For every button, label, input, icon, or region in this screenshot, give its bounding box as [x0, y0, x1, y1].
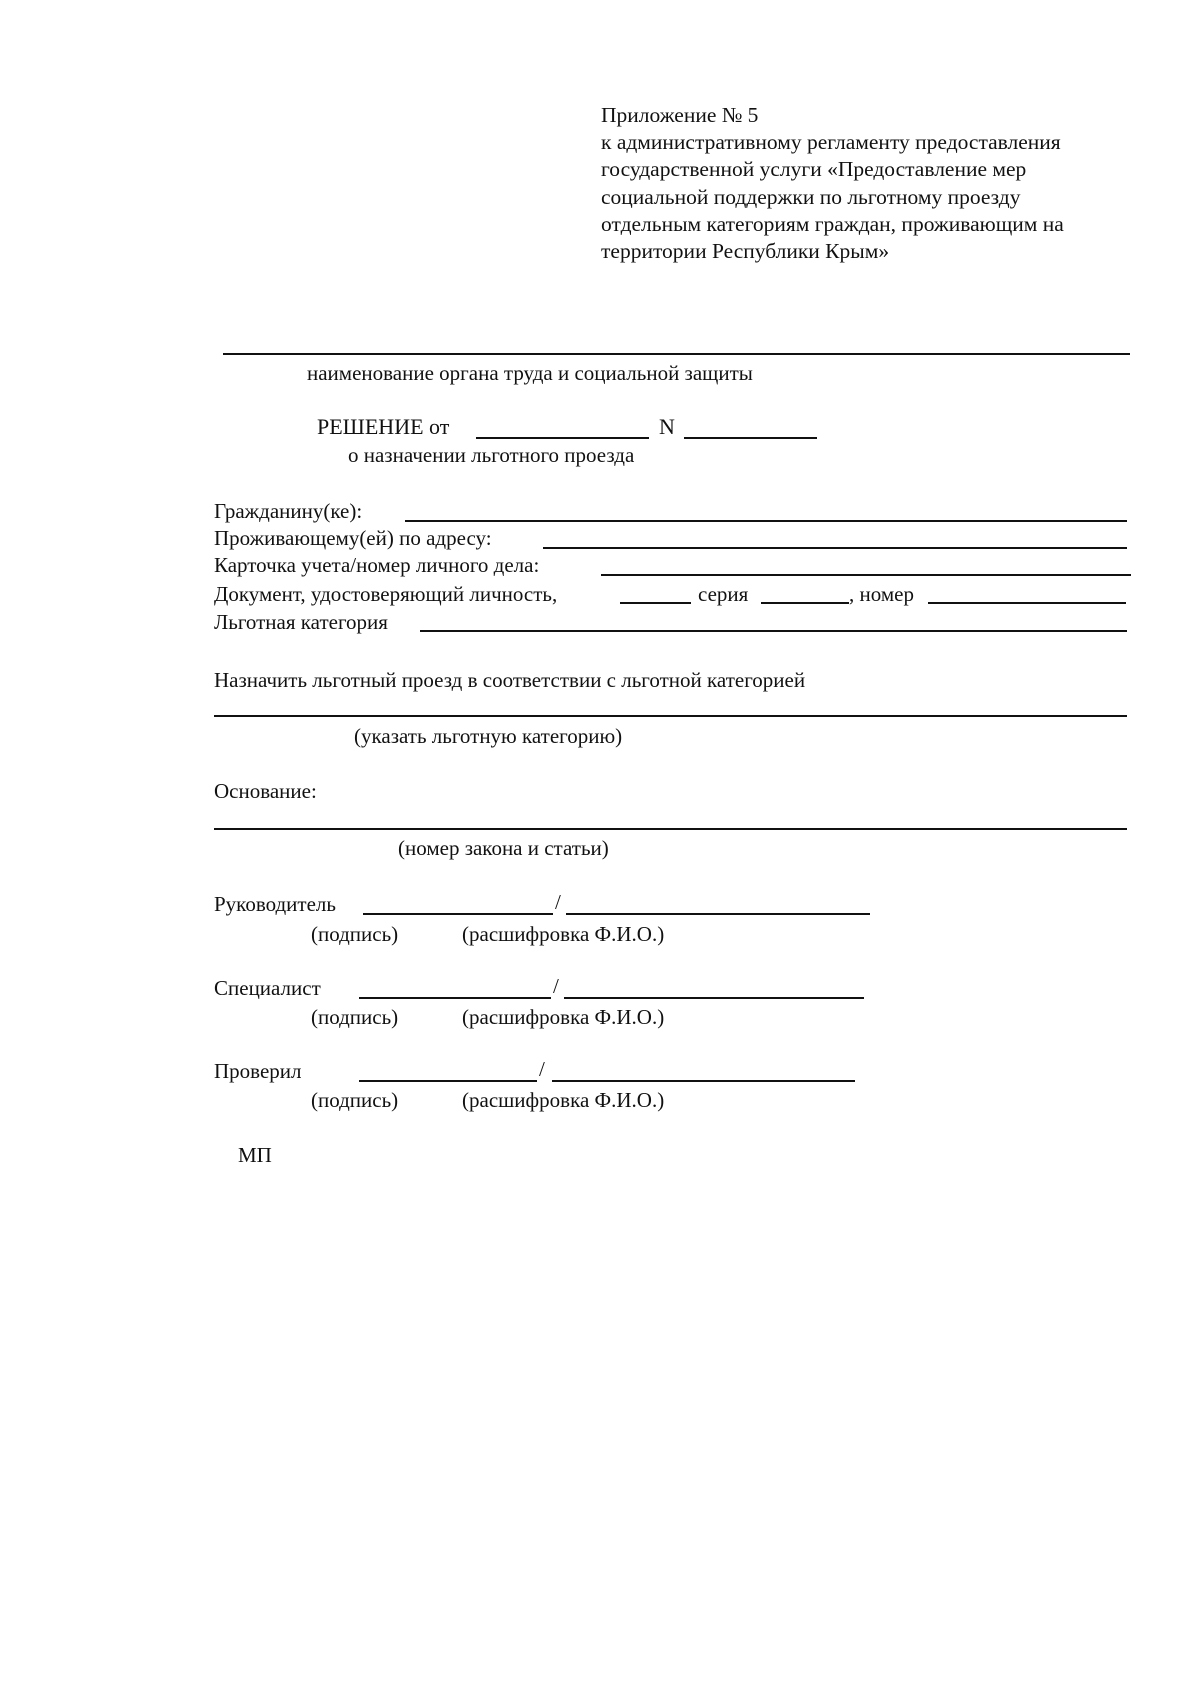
name-caption: (расшифровка Ф.И.О.) [462, 1088, 665, 1112]
series-field[interactable] [761, 602, 849, 604]
card-label: Карточка учета/номер личного дела: [214, 553, 540, 577]
signature-field[interactable] [363, 913, 553, 915]
assign-text: Назначить льготный проезд в соответствии с льготной категорией [214, 668, 806, 692]
appendix-line: отдельным категориям граждан, проживающим на [601, 211, 1064, 236]
card-field[interactable] [601, 574, 1131, 576]
appendix-title: Приложение № 5 [601, 103, 759, 127]
category-caption: (указать льготную категорию) [354, 724, 623, 748]
name-field[interactable] [566, 913, 870, 915]
signature-role: Руководитель [214, 892, 336, 916]
signature-caption: (подпись) [311, 922, 399, 946]
signature-slash: / [539, 1057, 545, 1081]
signature-field[interactable] [359, 997, 551, 999]
signature-caption: (подпись) [311, 1088, 399, 1112]
name-field[interactable] [564, 997, 864, 999]
number-field[interactable] [928, 602, 1126, 604]
signature-caption: (подпись) [311, 1005, 399, 1029]
appendix-line: к административному регламенту предоставления [601, 130, 1061, 155]
signature-field[interactable] [359, 1080, 537, 1082]
citizen-label: Гражданину(ке): [214, 499, 363, 523]
decision-date-field[interactable] [476, 437, 649, 439]
series-label: серия [698, 582, 749, 606]
category-label: Льготная категория [214, 610, 388, 634]
decision-number-label: N [659, 414, 675, 439]
signature-slash: / [555, 890, 561, 914]
decision-title: РЕШЕНИЕ от [317, 414, 450, 439]
document-label: Документ, удостоверяющий личность, [214, 582, 558, 606]
decision-subtitle: о назначении льготного проезда [348, 443, 635, 467]
name-caption: (расшифровка Ф.И.О.) [462, 1005, 665, 1029]
appendix-line: государственной услуги «Предоставление мер [601, 157, 1027, 182]
stamp-label: МП [238, 1143, 272, 1167]
signature-role: Проверил [214, 1059, 302, 1083]
name-caption: (расшифровка Ф.И.О.) [462, 922, 665, 946]
signature-role: Специалист [214, 976, 321, 1000]
basis-label: Основание: [214, 779, 317, 803]
signature-slash: / [553, 974, 559, 998]
basis-caption: (номер закона и статьи) [398, 836, 609, 860]
address-field[interactable] [543, 547, 1127, 549]
organ-name-field[interactable] [223, 353, 1130, 355]
organ-name-caption: наименование органа труда и социальной защиты [307, 361, 753, 385]
basis-field[interactable] [214, 828, 1127, 830]
citizen-field[interactable] [405, 520, 1127, 522]
document-type-field[interactable] [620, 602, 691, 604]
category-field[interactable] [420, 630, 1127, 632]
appendix-line: социальной поддержки по льготному проезду [601, 184, 1021, 209]
assigned-category-field[interactable] [214, 715, 1127, 717]
name-field[interactable] [552, 1080, 855, 1082]
appendix-line: территории Республики Крым» [601, 239, 890, 264]
decision-number-field[interactable] [684, 437, 817, 439]
number-label: , номер [849, 582, 914, 606]
address-label: Проживающему(ей) по адресу: [214, 526, 492, 550]
appendix-header [601, 102, 1064, 265]
